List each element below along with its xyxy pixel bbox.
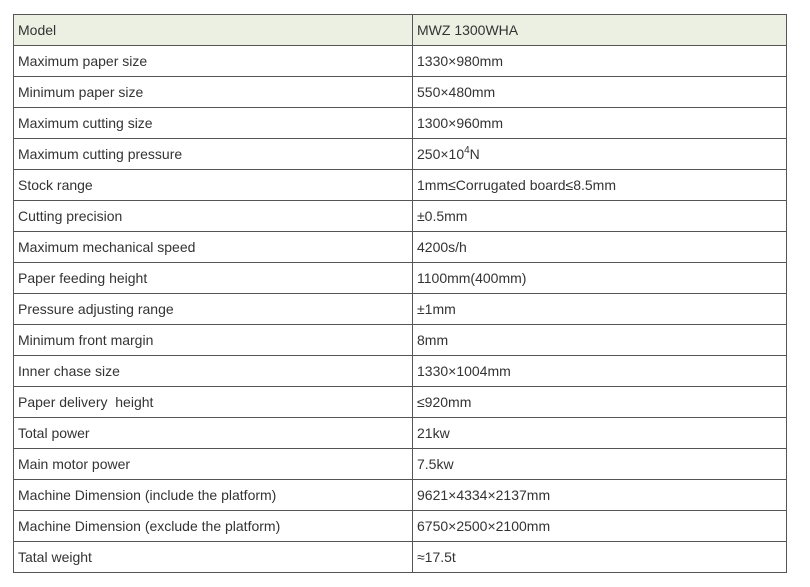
table-row bbox=[14, 77, 787, 108]
row-label: Total power bbox=[14, 418, 413, 449]
table-row bbox=[14, 170, 787, 201]
row-label: Stock range bbox=[14, 170, 413, 201]
table-row bbox=[14, 449, 787, 480]
row-label: Minimum paper size bbox=[14, 77, 413, 108]
table-row bbox=[14, 387, 787, 418]
row-value: 8mm bbox=[413, 325, 787, 356]
table-row bbox=[14, 356, 787, 387]
table-row bbox=[14, 46, 787, 77]
row-value: 9621×4334×2137mm bbox=[413, 480, 787, 511]
row-value: 7.5kw bbox=[413, 449, 787, 480]
table-row bbox=[14, 418, 787, 449]
table-row bbox=[14, 294, 787, 325]
table-row bbox=[14, 201, 787, 232]
row-value: 1100mm(400mm) bbox=[413, 263, 787, 294]
row-label: Maximum cutting pressure bbox=[14, 139, 413, 170]
table-row bbox=[14, 511, 787, 542]
row-value: ≈17.5t bbox=[413, 542, 787, 573]
row-label: Maximum cutting size bbox=[14, 108, 413, 139]
value-base: 250×10 bbox=[417, 146, 465, 162]
table-header-row bbox=[14, 15, 787, 46]
row-value: ±1mm bbox=[413, 294, 787, 325]
row-label: Inner chase size bbox=[14, 356, 413, 387]
table-row bbox=[14, 108, 787, 139]
table-row bbox=[14, 325, 787, 356]
row-value: 1330×1004mm bbox=[413, 356, 787, 387]
row-label: Maximum paper size bbox=[14, 46, 413, 77]
row-label: Paper feeding height bbox=[14, 263, 413, 294]
row-label: Tatal weight bbox=[14, 542, 413, 573]
row-label: Machine Dimension (exclude the platform) bbox=[14, 511, 413, 542]
spec-table bbox=[13, 14, 787, 573]
row-label: Maximum mechanical speed bbox=[14, 232, 413, 263]
row-label: Paper delivery height bbox=[14, 387, 413, 418]
value-superscript: 4 bbox=[464, 145, 470, 156]
row-label: Cutting precision bbox=[14, 201, 413, 232]
header-label-cell: Model bbox=[14, 15, 413, 46]
row-value: 550×480mm bbox=[413, 77, 787, 108]
row-label: Machine Dimension (include the platform) bbox=[14, 480, 413, 511]
row-value: 1mm≤Corrugated board≤8.5mm bbox=[413, 170, 787, 201]
row-value: 1300×960mm bbox=[413, 108, 787, 139]
header-value-cell: MWZ 1300WHA bbox=[413, 15, 787, 46]
table-row bbox=[14, 480, 787, 511]
row-value: 21kw bbox=[413, 418, 787, 449]
row-value: ±0.5mm bbox=[413, 201, 787, 232]
table-row bbox=[14, 139, 787, 170]
row-value: ≤920mm bbox=[413, 387, 787, 418]
table-row bbox=[14, 263, 787, 294]
table-row bbox=[14, 232, 787, 263]
row-label: Minimum front margin bbox=[14, 325, 413, 356]
row-value bbox=[413, 139, 787, 170]
row-value: 1330×980mm bbox=[413, 46, 787, 77]
row-value: 6750×2500×2100mm bbox=[413, 511, 787, 542]
table-row bbox=[14, 542, 787, 573]
row-value: 4200s/h bbox=[413, 232, 787, 263]
value-unit: N bbox=[469, 146, 480, 162]
row-label: Pressure adjusting range bbox=[14, 294, 413, 325]
row-label: Main motor power bbox=[14, 449, 413, 480]
